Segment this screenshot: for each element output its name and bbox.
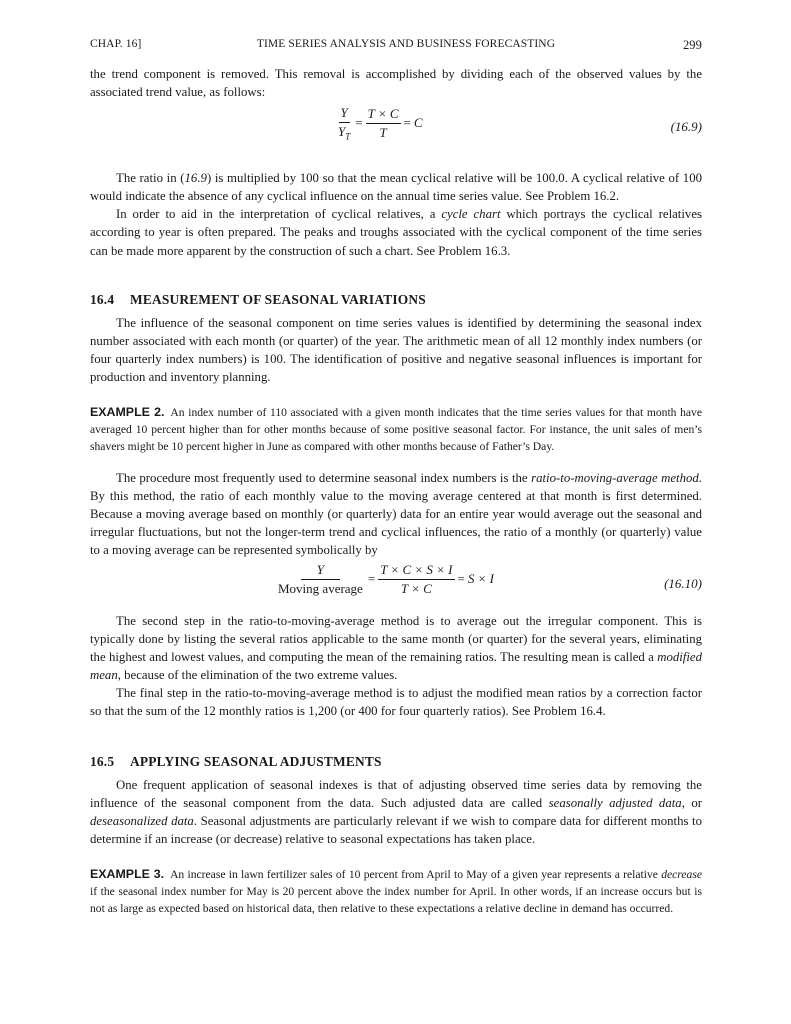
equals-sign: =	[355, 115, 363, 131]
example-label: EXAMPLE 3.	[90, 867, 165, 882]
chapter-label: CHAP. 16]	[90, 38, 142, 50]
equation-16-9	[90, 105, 702, 155]
fraction-denominator: $Y_T$	[338, 124, 351, 142]
fraction-numerator: T × C	[366, 106, 401, 124]
equals-sign: =	[457, 571, 465, 586]
example-2: EXAMPLE 2. An index number of 110 associated with a given month indicates that the time series values for that month have averaged 10 percent higher than for other months because of some positive seasonal factor. For instance, the unit sales of men’s shavers might be 10 percent higher in June as compared with other months because of Father’s Day.	[90, 405, 702, 454]
fraction-y-over-yt	[336, 105, 352, 142]
paragraph-trend-removal: the trend component is removed. This removal is accomplished by dividing each of the observed values by the associated trend value, as follows:	[90, 67, 702, 100]
paragraph-seasonal-adjustment: One frequent application of seasonal indexes is that of adjusting observed time series data by removing the influence of the seasonal component from the data. Such adjusted data are called seasonally adjusted data, or deseasonalized data. Seasonal adjustments are particularly relevant if we wish to compare data for different months to determine if an increase (or decrease) relative to seasonal expectations has taken place.	[90, 778, 702, 847]
equation-number: (16.9)	[670, 119, 702, 135]
term-deseasonalized: deseasonalized data	[90, 814, 194, 829]
paragraph-ratio-method: The procedure most frequently used to determine seasonal index numbers is the ratio-to-moving-average method. By this method, the ratio of each monthly value to the moving average centered at that month is first determined. Because a moving average based on monthly (or quarterly) data for an entire year would average out the seasonal and irregular fluctuations, but not the longer-term trend and cyclical influences, the ratio of a monthly (or quarterly) value to a moving average can be represented symbolically by	[90, 471, 702, 558]
fraction-numerator: Y	[339, 105, 350, 123]
paragraph-seasonal-index: The influence of the seasonal component on time series values is identified by determining the seasonal index number associated with each month (or quarter) of the year. The arithmetic mean of all 12 monthly index numbers (or four quarterly index numbers) is 100. The identification of positive and negative seasonal influences is important for production and inventory planning.	[90, 315, 702, 384]
running-header	[90, 38, 702, 53]
equation-number: (16.10)	[664, 575, 702, 591]
paragraph-second-step: The second step in the ratio-to-moving-average method is to average out the irregular component. This is typically done by listing the several ratios applicable to the same month (or quarter) for the several years, eliminating the highest and lowest values, and computing the mean of the remaining ratios. The resulting mean is called a modified mean, because of the elimination of the two extreme values.	[90, 613, 702, 682]
section-heading-16-5: 16.5 APPLYING SEASONAL ADJUSTMENTS	[90, 754, 382, 770]
term-seasonally-adjusted: seasonally adjusted data	[548, 796, 682, 811]
equation-16-9-body	[336, 105, 423, 142]
fraction-denominator: T	[379, 124, 387, 140]
example-3: EXAMPLE 3. An increase in lawn fertilizer sales of 10 percent from April to May of a given year represents a relative decrease if the seasonal index number for May is 20 percent above the index number for April. In other words, if an increase occurs but is not as large as expected based on historical data, then relative to these expectations a relative decline in demand has occurred.	[90, 867, 702, 916]
paragraph-cycle-chart: In order to aid in the interpretation of cyclical relatives, a cycle chart which portrays the cyclical relatives according to year is often prepared. The peaks and troughs associated with the cyclical component of the time series can be made more apparent by the construction of such a chart. See Problem 16.3.	[90, 207, 702, 258]
term-modified-mean: modified mean	[90, 649, 702, 682]
fraction-numerator: Y	[301, 562, 340, 580]
term-decrease: decrease	[661, 868, 702, 882]
equation-result: C	[413, 115, 423, 131]
fraction-tc-over-t	[366, 106, 401, 141]
fraction-denominator: T × C	[400, 580, 432, 596]
fraction-y-over-moving-average	[276, 562, 365, 597]
textbook-page	[90, 38, 702, 917]
term-ratio-to-moving-average: ratio-to-moving-average method	[531, 471, 699, 486]
paragraph-final-step: The final step in the ratio-to-moving-average method is to adjust the modified mean ratios by a correction factor so that the sum of the 12 monthly ratios is 1,200 (or 400 for four quarterly ratios). See Problem 16.4.	[90, 685, 702, 718]
equation-16-10	[90, 562, 702, 612]
paragraph-cyclical-relative: The ratio in (16.9) is multiplied by 100 so that the mean cyclical relative will be 100.0. A cyclical relative of 100 would indicate the absence of any cyclical influence on the annual time series value. See Problem 16.2.	[90, 171, 702, 204]
running-title: TIME SERIES ANALYSIS AND BUSINESS FORECASTING	[256, 38, 556, 50]
equation-16-10-body	[276, 562, 494, 597]
section-heading-16-4: 16.4 MEASUREMENT OF SEASONAL VARIATIONS	[90, 291, 426, 307]
equation-reference: 16.9	[184, 171, 207, 186]
term-cycle-chart: cycle chart	[441, 207, 501, 222]
equals-sign: =	[403, 115, 411, 131]
equals-sign: =	[367, 571, 376, 586]
example-label: EXAMPLE 2.	[90, 405, 165, 420]
fraction-tcsi-over-tc	[378, 562, 454, 597]
equation-result: S × I	[467, 571, 494, 586]
fraction-numerator: T × C × S × I	[378, 562, 454, 580]
page-number: 299	[682, 38, 702, 52]
fraction-denominator: Moving average	[278, 580, 363, 596]
